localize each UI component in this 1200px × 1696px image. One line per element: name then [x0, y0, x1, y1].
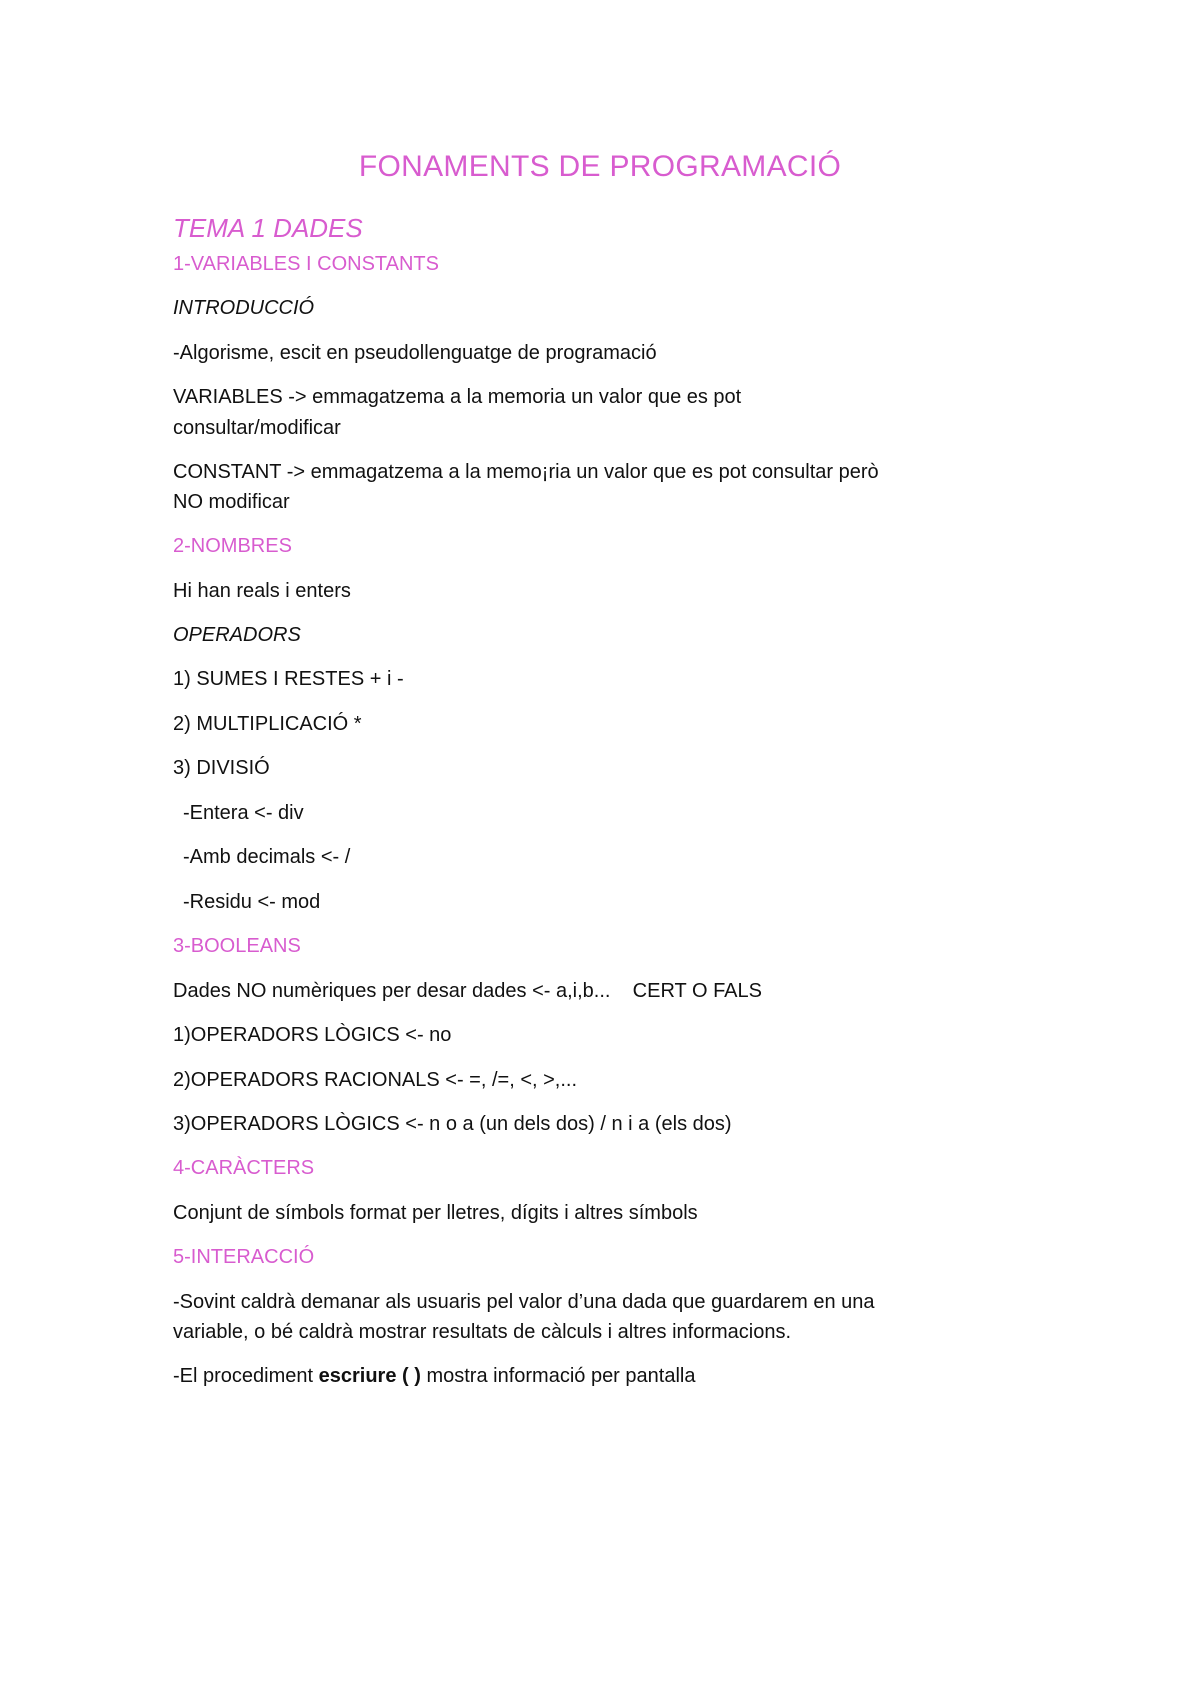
- paragraph: VARIABLES -> emmagatzema a la memoria un valor que es pot: [173, 386, 742, 408]
- keyword-escriure: escriure ( ): [318, 1365, 421, 1387]
- text: mostra informació per pantalla: [420, 1365, 696, 1387]
- list-item: 1) SUMES I RESTES + i -: [173, 668, 404, 690]
- list-item: -Amb decimals <- /: [183, 846, 351, 868]
- section-heading-nombres: 2-NOMBRES: [173, 535, 292, 557]
- subheading-operadors: OPERADORS: [173, 624, 301, 646]
- list-item: -Residu <- mod: [183, 891, 321, 913]
- paragraph: consultar/modificar: [173, 417, 341, 439]
- paragraph: [173, 1360, 695, 1392]
- text: -El procediment: [173, 1365, 319, 1387]
- section-heading-caracters: 4-CARÀCTERS: [173, 1157, 315, 1179]
- document-title: FONAMENTS DE PROGRAMACIÓ: [358, 150, 842, 183]
- paragraph: -Sovint caldrà demanar als usuaris pel valor d’una dada que guardarem en una: [173, 1291, 875, 1313]
- paragraph: NO modificar: [173, 491, 290, 513]
- paragraph: -Algorisme, escit en pseudollenguatge de programació: [173, 342, 657, 364]
- list-item: 2) MULTIPLICACIÓ *: [173, 713, 362, 735]
- paragraph: Hi han reals i enters: [173, 580, 351, 602]
- subheading-introduccio: INTRODUCCIÓ: [173, 297, 315, 319]
- topic-heading: TEMA 1 DADES: [173, 213, 363, 243]
- list-item: -Entera <- div: [183, 802, 304, 824]
- section-heading-interaccio: 5-INTERACCIÓ: [173, 1246, 315, 1268]
- section-heading-variables: 1-VARIABLES I CONSTANTS: [173, 253, 439, 275]
- paragraph: Conjunt de símbols format per lletres, dígits i altres símbols: [173, 1202, 698, 1224]
- list-item: 3) DIVISIÓ: [173, 757, 270, 779]
- list-item: 2)OPERADORS RACIONALS <- =, /=, <, >,...: [173, 1069, 578, 1091]
- list-item: 3)OPERADORS LÒGICS <- n o a (un dels dos) / n i a (els dos): [173, 1113, 732, 1135]
- list-item: 1)OPERADORS LÒGICS <- no: [173, 1024, 452, 1046]
- section-heading-booleans: 3-BOOLEANS: [173, 935, 301, 957]
- paragraph: Dades NO numèriques per desar dades <- a,i,b... CERT O FALS: [173, 980, 762, 1002]
- paragraph: CONSTANT -> emmagatzema a la memo¡ria un valor que es pot consultar però: [173, 461, 879, 483]
- paragraph: variable, o bé caldrà mostrar resultats de càlculs i altres informacions.: [173, 1321, 792, 1343]
